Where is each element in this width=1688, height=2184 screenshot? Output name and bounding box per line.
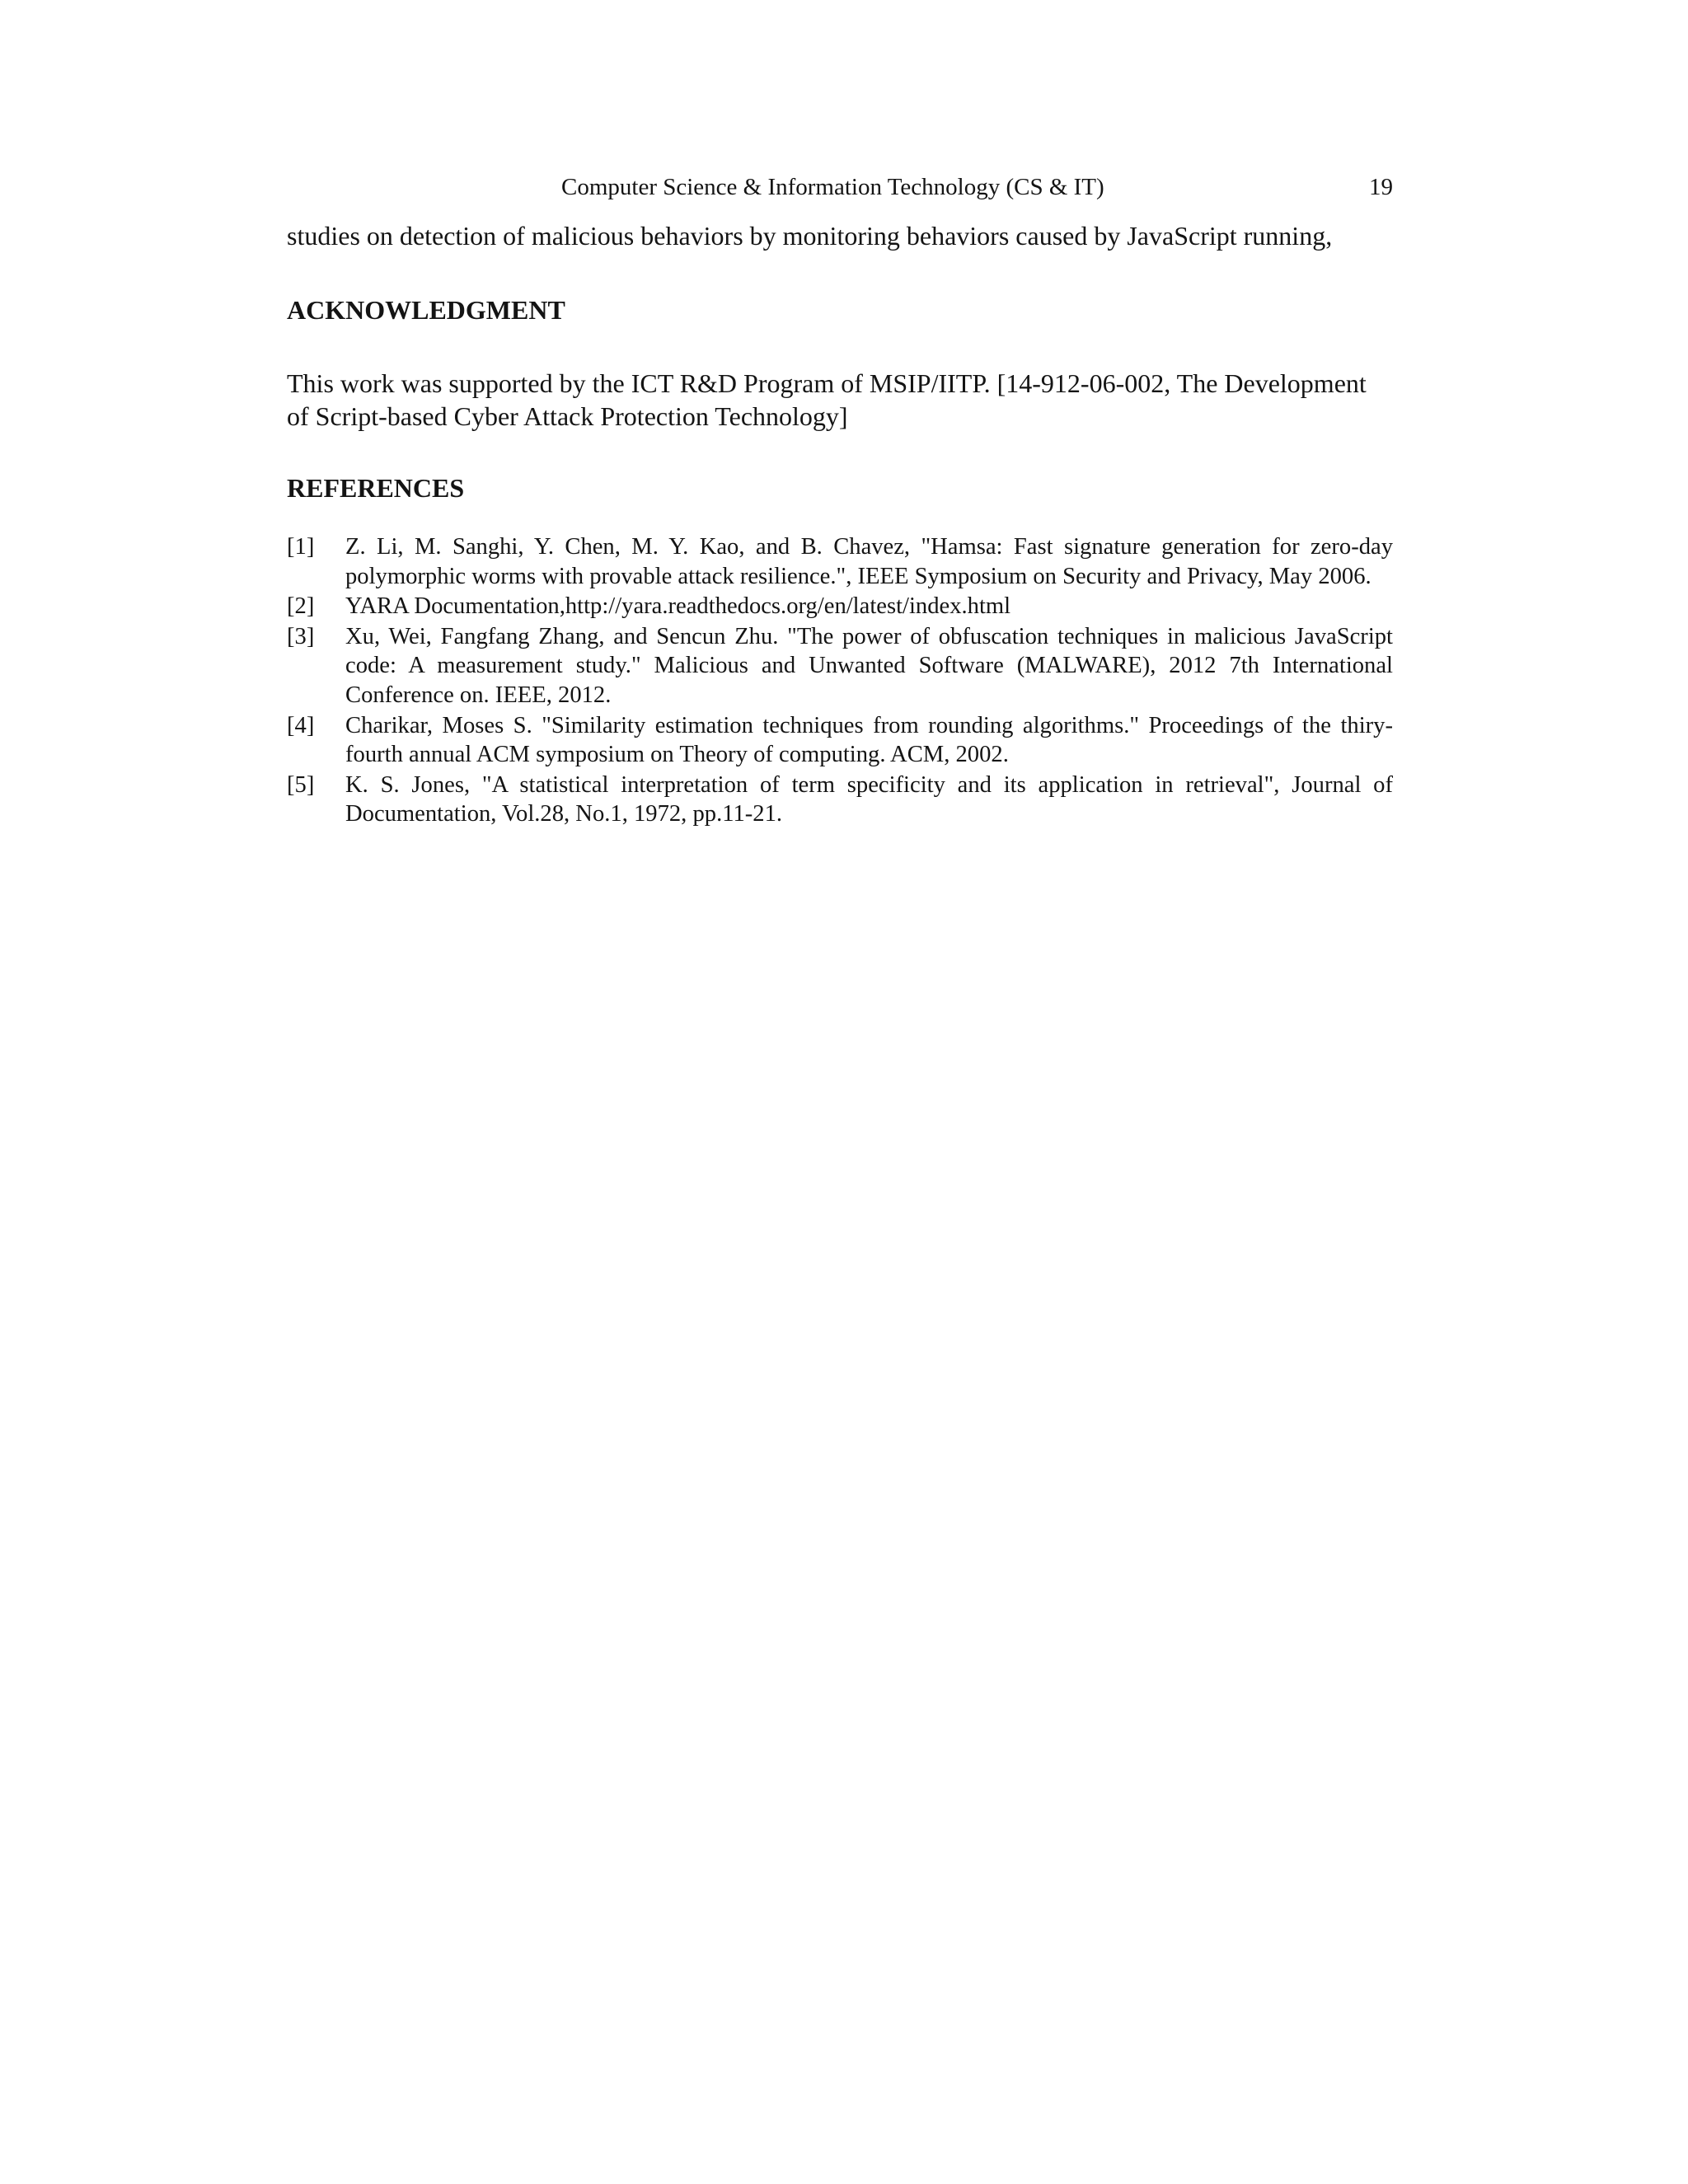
reference-item [287, 771, 1393, 829]
running-title: Computer Science & Information Technology (CS & IT) [561, 174, 1104, 200]
reference-label: [2] [287, 593, 315, 620]
running-header [287, 171, 1393, 204]
reference-label: [5] [287, 771, 315, 798]
reference-text: YARA Documentation,http://yara.readthedocs.org/en/latest/index.html [345, 593, 1011, 620]
intro-paragraph: studies on detection of malicious behaviors by monitoring behaviors caused by JavaScript running, [287, 221, 1333, 251]
reference-item [287, 532, 1393, 591]
references-heading: REFERENCES [287, 473, 465, 503]
reference-label: [1] [287, 534, 315, 560]
reference-item [287, 711, 1393, 770]
acknowledgment-paragraph: This work was supported by the ICT R&D Program of MSIP/IITP. [14-912-06-002, The Development of Script-based Cyber Attack Protection Technology] [287, 368, 1367, 431]
acknowledgment-heading: ACKNOWLEDGMENT [287, 295, 565, 325]
reference-list [287, 532, 1393, 829]
reference-label: [4] [287, 712, 315, 738]
page-content [287, 219, 1393, 830]
reference-text: K. S. Jones, "A statistical interpretation of term specificity and its application in retrieval", Journal of Documentation, Vol.28, No.1, 1972, pp.11-21. [345, 771, 1393, 827]
reference-label: [3] [287, 623, 315, 649]
page-number: 19 [1369, 174, 1393, 200]
reference-text: Charikar, Moses S. "Similarity estimation techniques from rounding algorithms." Proceedings of the thiry-fourth annual ACM symposium on Theory of computing. ACM, 2002. [345, 712, 1393, 768]
reference-text: Z. Li, M. Sanghi, Y. Chen, M. Y. Kao, and B. Chavez, "Hamsa: Fast signature generation for zero-day polymorphic worms with provable attack resilience.", IEEE Symposium on Security and Privacy, May 2006. [345, 534, 1393, 589]
reference-item [287, 622, 1393, 710]
reference-item [287, 592, 1393, 621]
reference-text: Xu, Wei, Fangfang Zhang, and Sencun Zhu. "The power of obfuscation techniques in malicious JavaScript code: A measurement study." Malicious and Unwanted Software (MALWARE), 2012 7th International Conference on. IEEE, 2012. [345, 623, 1393, 708]
